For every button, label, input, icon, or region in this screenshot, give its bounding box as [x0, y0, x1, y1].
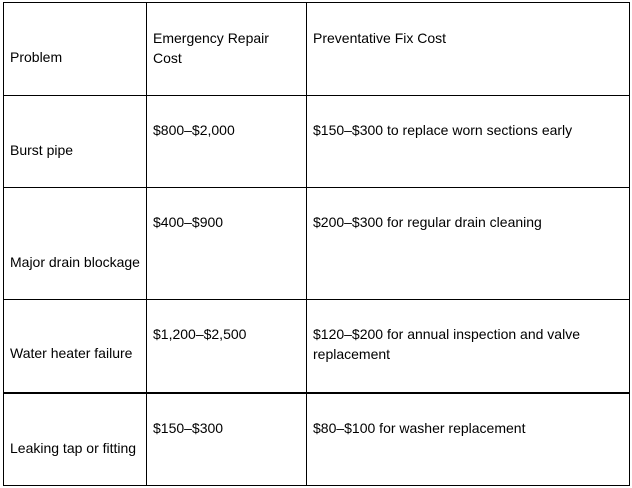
cell-problem: Leaking tap or fitting — [4, 393, 147, 486]
cell-emergency-cost: $400–$900 — [147, 188, 307, 300]
table-row — [4, 393, 630, 486]
cell-preventative-cost: $150–$300 to replace worn sections early — [307, 96, 630, 188]
cell-emergency-cost: $150–$300 — [147, 393, 307, 486]
cell-preventative-cost: $80–$100 for washer replacement — [307, 393, 630, 486]
cell-preventative-cost: $120–$200 for annual inspection and valve replacement — [307, 300, 630, 393]
cell-problem: Major drain blockage — [4, 188, 147, 300]
table-row — [4, 300, 630, 393]
header-emergency-repair-cost: Emergency Repair Cost — [147, 3, 307, 96]
cell-emergency-cost: $800–$2,000 — [147, 96, 307, 188]
header-preventative-fix-cost: Preventative Fix Cost — [307, 3, 630, 96]
table-header-row — [4, 3, 630, 96]
header-problem: Problem — [4, 3, 147, 96]
cell-problem: Burst pipe — [4, 96, 147, 188]
table-row — [4, 188, 630, 300]
cost-comparison-table — [3, 2, 630, 486]
cell-preventative-cost: $200–$300 for regular drain cleaning — [307, 188, 630, 300]
cell-problem: Water heater failure — [4, 300, 147, 393]
table-row — [4, 96, 630, 188]
cell-emergency-cost: $1,200–$2,500 — [147, 300, 307, 393]
